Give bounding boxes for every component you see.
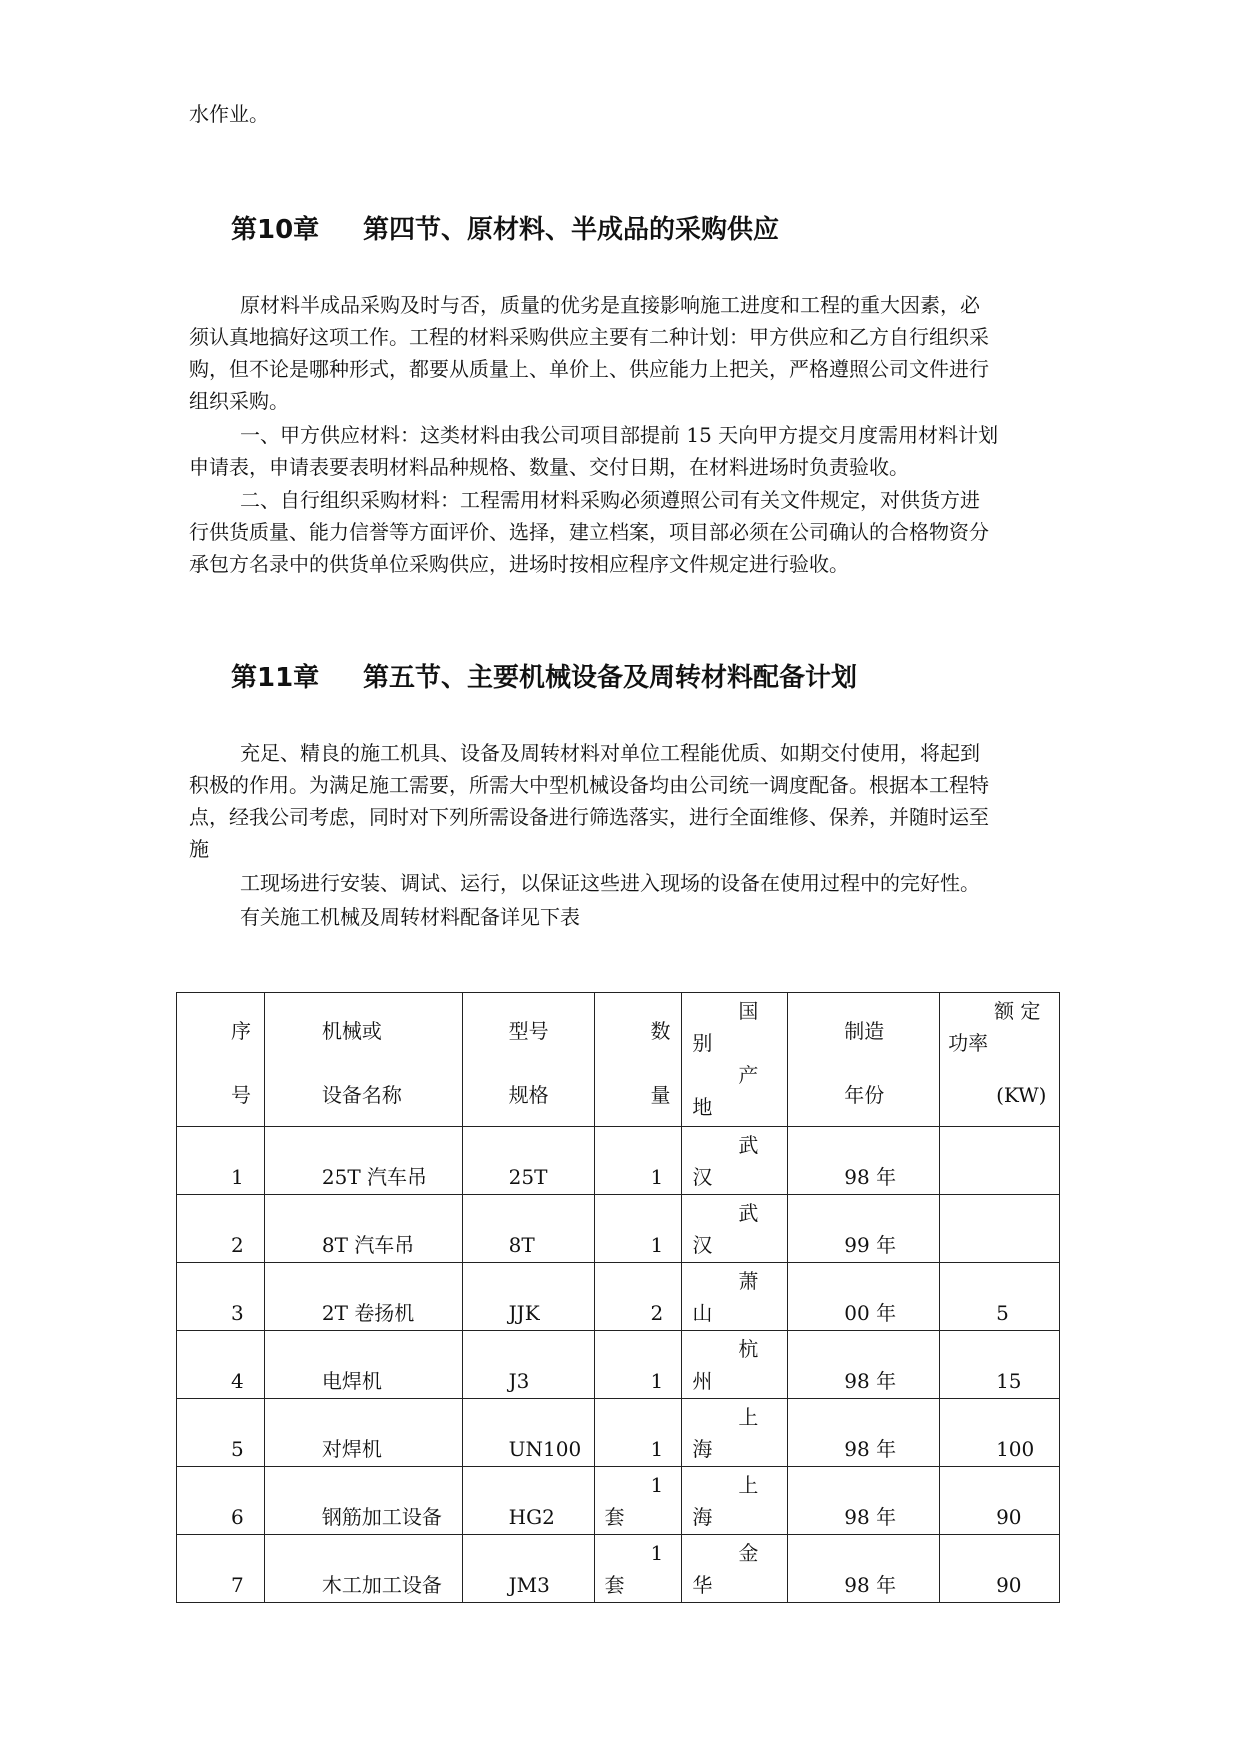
paragraph-line: 须认真地搞好这项工作。工程的材料采购供应主要有二种计划：甲方供应和乙方自行组织采 bbox=[189, 325, 989, 349]
cell-name-text: 木工加工设备 bbox=[321, 1573, 442, 1597]
cell-year bbox=[788, 1399, 940, 1467]
header-no: 序 号 bbox=[177, 993, 265, 1127]
paragraph-line: 行供货质量、能力信誉等方面评价、选择，建立档案，项目部必须在公司确认的合格物资分 bbox=[189, 520, 989, 544]
cell-qty bbox=[594, 1399, 682, 1467]
header-qty: 数 量 bbox=[594, 993, 682, 1127]
cell-no bbox=[177, 1195, 265, 1263]
cell-year bbox=[788, 1195, 940, 1263]
cell-origin-text: 上 bbox=[738, 1473, 759, 1497]
cell-no-text: 7 bbox=[231, 1573, 244, 1597]
cell-year bbox=[788, 1467, 940, 1535]
cell-name-text: 25T 汽车吊 bbox=[321, 1165, 428, 1189]
cell-power-text: 5 bbox=[996, 1301, 1009, 1325]
chapter-11-heading bbox=[231, 657, 858, 694]
cell-no-text: 6 bbox=[231, 1505, 244, 1529]
cell-qty bbox=[594, 1195, 682, 1263]
cell-origin-text: 州 bbox=[692, 1369, 713, 1393]
header-year: 制造 年份 bbox=[788, 993, 940, 1127]
cell-power-text: 100 bbox=[996, 1437, 1035, 1461]
cell-qty bbox=[594, 1535, 682, 1603]
cell-qty-text: 1 bbox=[650, 1437, 664, 1461]
table-row bbox=[177, 1263, 1060, 1331]
cell-power bbox=[940, 1535, 1060, 1603]
header-power: 额 定 功率 (KW) bbox=[940, 993, 1060, 1127]
chapter-10-label: 第10章 bbox=[231, 215, 320, 245]
cell-qty bbox=[594, 1331, 682, 1399]
cell-qty-text: 1 bbox=[650, 1473, 664, 1497]
cell-qty bbox=[594, 1263, 682, 1331]
cell-origin-text: 汉 bbox=[692, 1165, 713, 1189]
chapter-11-label: 第11章 bbox=[231, 663, 320, 693]
cell-power bbox=[940, 1467, 1060, 1535]
cell-no-text: 5 bbox=[231, 1437, 244, 1461]
cell-qty-text: 1 bbox=[650, 1233, 664, 1257]
cell-qty-text: 2 bbox=[650, 1301, 664, 1325]
cell-origin-text: 金 bbox=[738, 1541, 759, 1565]
cell-origin bbox=[682, 1195, 788, 1263]
cell-qty bbox=[594, 1127, 682, 1195]
cell-no bbox=[177, 1331, 265, 1399]
cell-qty-text: 套 bbox=[604, 1573, 625, 1597]
cell-name-text: 8T 汽车吊 bbox=[321, 1233, 415, 1257]
table-header-row bbox=[177, 993, 1060, 1127]
cell-model bbox=[462, 1127, 594, 1195]
header-model: 型号 规格 bbox=[462, 993, 594, 1127]
cell-model-text: JM3 bbox=[508, 1573, 550, 1597]
cell-year-text: 98 年 bbox=[844, 1505, 897, 1529]
cell-year-text: 98 年 bbox=[844, 1165, 897, 1189]
cell-origin-text: 萧 bbox=[738, 1269, 759, 1293]
cell-origin bbox=[682, 1535, 788, 1603]
table-row bbox=[177, 1127, 1060, 1195]
cell-model bbox=[462, 1331, 594, 1399]
cell-year-text: 99 年 bbox=[844, 1233, 897, 1257]
cell-origin-text: 山 bbox=[692, 1301, 713, 1325]
cell-model-text: JJK bbox=[508, 1301, 540, 1325]
header-origin: 国 别 产 地 bbox=[682, 993, 788, 1127]
paragraph-line: 充足、精良的施工机具、设备及周转材料对单位工程能优质、如期交付使用，将起到 bbox=[240, 741, 980, 765]
paragraph-line: 积极的作用。为满足施工需要，所需大中型机械设备均由公司统一调度配备。根据本工程特 bbox=[189, 773, 989, 797]
cell-origin-text: 武 bbox=[738, 1201, 759, 1225]
paragraph-line: 申请表，申请表要表明材料品种规格、数量、交付日期，在材料进场时负责验收。 bbox=[189, 455, 909, 479]
cell-name bbox=[264, 1331, 462, 1399]
table-row bbox=[177, 1467, 1060, 1535]
equipment-table bbox=[176, 992, 1060, 1603]
paragraph-line: 施 bbox=[189, 837, 209, 861]
cell-no bbox=[177, 1399, 265, 1467]
cell-name bbox=[264, 1195, 462, 1263]
cell-name-text: 钢筋加工设备 bbox=[321, 1505, 442, 1529]
cell-power-text: 90 bbox=[996, 1573, 1022, 1597]
paragraph-line: 点，经我公司考虑，同时对下列所需设备进行筛选落实，进行全面维修、保养，并随时运至 bbox=[189, 805, 989, 829]
cell-qty-text: 1 bbox=[650, 1165, 664, 1189]
table-row bbox=[177, 1195, 1060, 1263]
cell-no-text: 3 bbox=[231, 1301, 244, 1325]
cell-name bbox=[264, 1535, 462, 1603]
paragraph-line: 承包方名录中的供货单位采购供应，进场时按相应程序文件规定进行验收。 bbox=[189, 552, 849, 576]
paragraph-line: 组织采购。 bbox=[189, 389, 289, 413]
cell-power-text: 90 bbox=[996, 1505, 1022, 1529]
table-row bbox=[177, 1399, 1060, 1467]
paragraph-line: 原材料半成品采购及时与否，质量的优劣是直接影响施工进度和工程的重大因素，必 bbox=[240, 293, 980, 317]
cell-year bbox=[788, 1127, 940, 1195]
cell-qty-text: 套 bbox=[604, 1505, 625, 1529]
cell-model-text: HG2 bbox=[508, 1505, 555, 1529]
cell-origin bbox=[682, 1399, 788, 1467]
paragraph-line: 购，但不论是哪种形式，都要从质量上、单价上、供应能力上把关，严格遵照公司文件进行 bbox=[189, 357, 989, 381]
cell-power bbox=[940, 1399, 1060, 1467]
cell-year-text: 98 年 bbox=[844, 1573, 897, 1597]
cell-year-text: 98 年 bbox=[844, 1437, 897, 1461]
cell-name bbox=[264, 1467, 462, 1535]
cell-power bbox=[940, 1263, 1060, 1331]
cell-qty-text: 1 bbox=[650, 1369, 664, 1393]
cell-no-text: 2 bbox=[231, 1233, 244, 1257]
cell-power-text: 15 bbox=[996, 1369, 1022, 1393]
cell-origin-text: 华 bbox=[692, 1573, 713, 1597]
cell-no bbox=[177, 1263, 265, 1331]
cell-qty-text: 1 bbox=[650, 1541, 664, 1565]
cell-no-text: 4 bbox=[231, 1369, 244, 1393]
table-row bbox=[177, 1535, 1060, 1603]
cell-origin bbox=[682, 1127, 788, 1195]
cell-name bbox=[264, 1263, 462, 1331]
cell-origin-text: 武 bbox=[738, 1133, 759, 1157]
cell-model-text: 8T bbox=[508, 1233, 535, 1257]
chapter-11-title: 第五节、主要机械设备及周转材料配备计划 bbox=[363, 663, 858, 693]
cell-model bbox=[462, 1195, 594, 1263]
cell-model bbox=[462, 1467, 594, 1535]
cell-origin bbox=[682, 1263, 788, 1331]
cell-qty bbox=[594, 1467, 682, 1535]
cell-name-text: 电焊机 bbox=[321, 1369, 382, 1393]
cell-name bbox=[264, 1399, 462, 1467]
cell-year bbox=[788, 1535, 940, 1603]
cell-model-text: 25T bbox=[508, 1165, 548, 1189]
cell-year bbox=[788, 1331, 940, 1399]
cell-no bbox=[177, 1127, 265, 1195]
cell-origin-text: 海 bbox=[692, 1505, 713, 1529]
cell-model-text: UN100 bbox=[508, 1437, 582, 1461]
paragraph-line: 一、甲方供应材料：这类材料由我公司项目部提前 15 天向甲方提交月度需用材料计划 bbox=[240, 423, 999, 447]
cell-no bbox=[177, 1467, 265, 1535]
cell-model bbox=[462, 1535, 594, 1603]
chapter-10-title: 第四节、原材料、半成品的采购供应 bbox=[363, 215, 780, 245]
cell-origin-text: 海 bbox=[692, 1437, 713, 1461]
cell-name-text: 2T 卷扬机 bbox=[321, 1301, 415, 1325]
table-row bbox=[177, 1331, 1060, 1399]
cell-model-text: J3 bbox=[508, 1369, 530, 1393]
cell-power bbox=[940, 1331, 1060, 1399]
cell-origin-text: 汉 bbox=[692, 1233, 713, 1257]
cell-model bbox=[462, 1399, 594, 1467]
paragraph-line: 有关施工机械及周转材料配备详见下表 bbox=[240, 905, 580, 929]
header-name: 机械或 设备名称 bbox=[264, 993, 462, 1127]
cell-year-text: 98 年 bbox=[844, 1369, 897, 1393]
cell-origin bbox=[682, 1331, 788, 1399]
cell-origin-text: 杭 bbox=[738, 1337, 759, 1361]
table-body bbox=[177, 1127, 1060, 1603]
cell-year bbox=[788, 1263, 940, 1331]
cell-power bbox=[940, 1195, 1060, 1263]
cell-no bbox=[177, 1535, 265, 1603]
cell-origin-text: 上 bbox=[738, 1405, 759, 1429]
chapter-10-heading bbox=[231, 209, 780, 246]
cell-no-text: 1 bbox=[231, 1165, 244, 1189]
cell-model bbox=[462, 1263, 594, 1331]
cell-power bbox=[940, 1127, 1060, 1195]
paragraph-line: 二、自行组织采购材料：工程需用材料采购必须遵照公司有关文件规定，对供货方进 bbox=[240, 488, 980, 512]
cell-origin bbox=[682, 1467, 788, 1535]
cell-name-text: 对焊机 bbox=[321, 1437, 382, 1461]
cell-name bbox=[264, 1127, 462, 1195]
intro-tail-text: 水作业。 bbox=[189, 102, 269, 126]
cell-year-text: 00 年 bbox=[844, 1301, 897, 1325]
paragraph-line: 工现场进行安装、调试、运行，以保证这些进入现场的设备在使用过程中的完好性。 bbox=[240, 871, 980, 895]
